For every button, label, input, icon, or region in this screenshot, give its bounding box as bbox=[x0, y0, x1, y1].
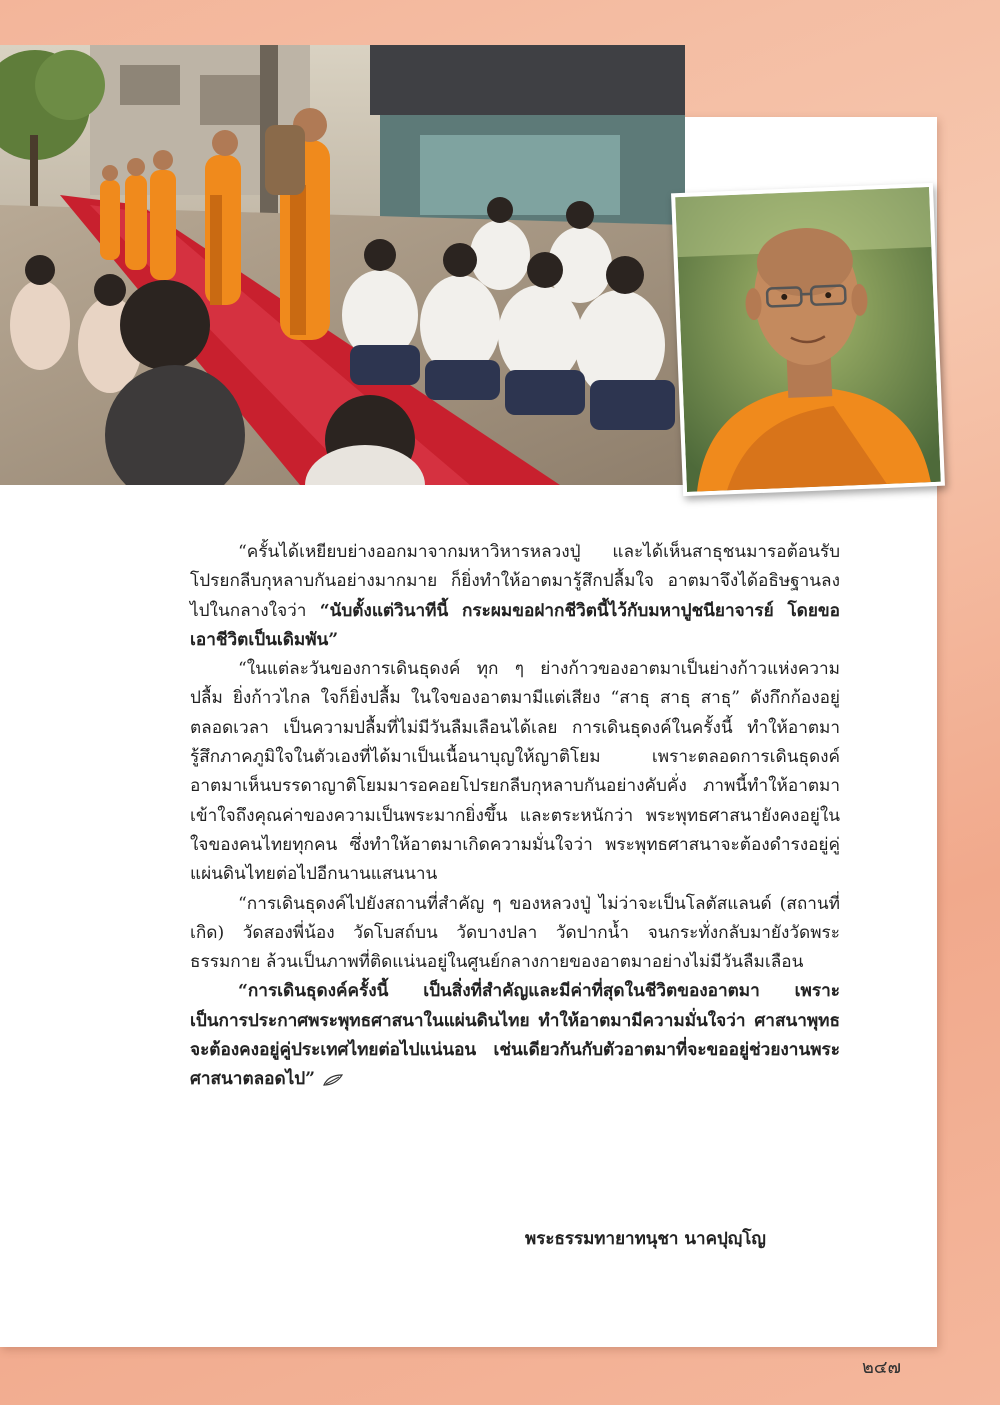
paragraph-1 bbox=[190, 538, 840, 655]
paragraph-3: “การเดินธุดงค์ไปยังสถานที่สำคัญ ๆ ของหลวงปู่ ไม่ว่าจะเป็นโลตัสแลนด์ (สถานที่เกิด) วัดสองพี่น้อง วัดโบสถ์บน วัดบางปลา วัดปากน้ำ จนกระทั่งกลับมายังวัดพระธรรมกาย ล้วนเป็นภาพที่ติดแน่นอยู่ในศูนย์กลางกายของอาตมาอย่างไม่มีวันลืมเลือน bbox=[190, 893, 840, 973]
article-body bbox=[190, 538, 840, 1095]
paragraph-1-quote: “นับตั้งแต่วินาทีนี้ กระผมขอฝากชีวิตนี้ไว้กับมหาปูชนียาจารย์ โดยขอเอาชีวิตเป็นเดิมพัน” bbox=[190, 600, 840, 650]
author-name: พระธรรมทายาทนุชา นาคปุญฺโญ bbox=[525, 1229, 766, 1249]
paragraph-1-text: “ครั้นได้เหยียบย่างออกมาจากมหาวิหารหลวงปู่ และได้เห็นสาธุชนมารอต้อนรับโปรยกลีบกุหลาบกันอย่างมากมาย ก็ยิ่งทำให้อาตมารู้สึกปลื้มใจ อาตมาจึงได้อธิษฐานลงไปในกลางใจว่า bbox=[190, 542, 840, 621]
alms-procession-photo bbox=[0, 45, 685, 485]
paragraph-2: “ในแต่ละวันของการเดินธุดงค์ ทุก ๆ ย่างก้าวของอาตมาเป็นย่างก้าวแห่งความปลื้ม ยิ่งก้าวไกล ใจก็ยิ่งปลื้ม ในใจของอาตมามีแต่เสียง “สาธุ สาธุ สาธุ” ดังกึกก้องอยู่ตลอดเวลา เป็นความปลื้มที่ไม่มีวันลืมเลือนได้เลย การเดินธุดงค์ในครั้งนี้ ทำให้อาตมารู้สึกภาคภูมิใจในตัวเองที่ได้มาเป็นเนื้อนาบุญให้ญาติโยม เพราะตลอดการเดินธุดงค์ อาตมาเห็นบรรดาญาติโยมมารอคอยโปรยกลีบกุหลาบกันอย่างคับคั่ง ภาพนี้ทำให้อาตมาเข้าใจถึงคุณค่าของความเป็นพระมากยิ่งขึ้น และตระหนักว่า พระพุทธศาสนายังคงอยู่ในใจของคนไทยทุกคน ซึ่งทำให้อาตมาเกิดความมั่นใจว่า พระพุทธศาสนาจะต้องดำรงอยู่คู่แผ่นดินไทยต่อไปอีกนานแสนนาน bbox=[190, 659, 840, 885]
paragraph-4 bbox=[190, 977, 840, 1094]
page-number: ๒๔๗ bbox=[862, 1357, 902, 1378]
leaf-end-mark-icon bbox=[323, 1074, 343, 1086]
paragraph-4-text: “การเดินธุดงค์ครั้งนี้ เป็นสิ่งที่สำคัญและมีค่าที่สุดในชีวิตของอาตมา เพราะเป็นการประกาศพระพุทธศาสนาในแผ่นดินไทย ทำให้อาตมามีความมั่นใจว่า ศาสนาพุทธจะต้องคงอยู่คู่ประเทศไทยต่อไปแน่นอน เช่นเดียวกันกับตัวอาตมาที่จะขออยู่ช่วยงานพระศาสนาตลอดไป” bbox=[190, 981, 840, 1090]
monk-portrait-photo bbox=[671, 183, 945, 496]
